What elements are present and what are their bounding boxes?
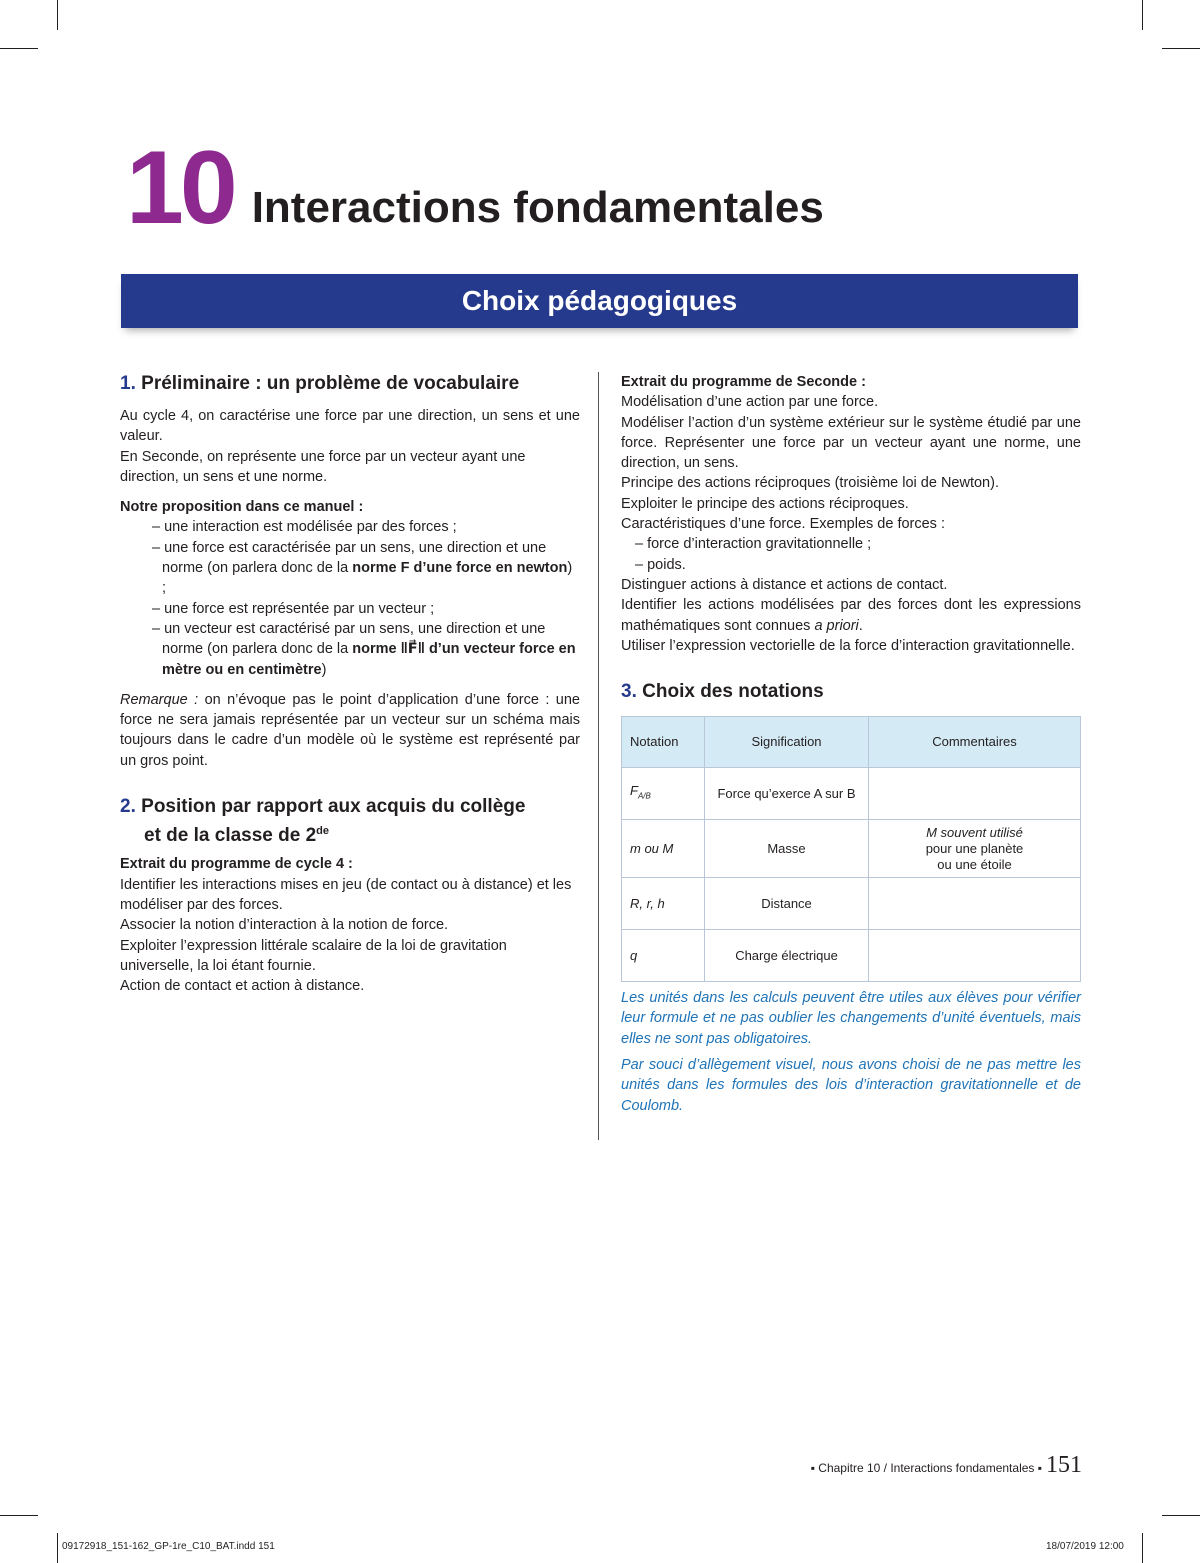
meaning-cell: Force qu’exerce A sur B (705, 768, 869, 820)
list-item: – force d’interaction gravitationnelle ; (635, 536, 872, 553)
column-header: Signification (705, 717, 869, 768)
table-row (622, 768, 1081, 820)
list-item: – une interaction est modélisée par des forces ; (152, 519, 457, 536)
remark (120, 690, 580, 771)
column-header: Notation (622, 717, 705, 768)
seconde-line: Caractéristiques d’une force. Exemples de forces : (621, 516, 945, 533)
seconde-line: Utiliser l’expression vectorielle de la force d’interaction gravitationnelle. (621, 637, 1075, 654)
print-slug-file: 09172918_151-162_GP-1re_C10_BAT.indd 151 (62, 1541, 275, 1552)
notation-cell: m ou M (622, 820, 705, 878)
section3-number: 3. (621, 681, 637, 703)
crop-mark (57, 1533, 58, 1563)
table-row (622, 878, 1081, 930)
right-column (621, 372, 1081, 1116)
notation-cell: q (622, 930, 705, 982)
comment-cell (869, 768, 1081, 820)
force-examples-list (621, 534, 1081, 575)
section2-number: 2. (120, 796, 136, 818)
units-note: Les unités dans les calculs peuvent être utiles aux élèves pour vérifier leur formule et ne pas oublier les changements d’unité éventuels, mais elles ne sont pas obligatoires. (621, 990, 1081, 1047)
table-row (622, 820, 1081, 878)
list-item: – une force est caractérisée par un sens, une direction et une norme (on parlera donc de la norme F d’une force en newton) ; (152, 539, 573, 597)
list-item: – un vecteur est caractérisé par un sens, une direction et une norme (on parlera donc de la norme ‖F⃗‖ d’un vecteur force en mètre ou en centimètre) (152, 620, 576, 678)
notation-cell: R, r, h (622, 878, 705, 930)
proposal-list (120, 517, 580, 679)
crop-mark (1142, 1533, 1143, 1563)
chapter-number: 10 (126, 130, 234, 246)
table-row (622, 930, 1081, 982)
notation-table (621, 716, 1081, 982)
section3-heading (621, 680, 1081, 704)
meaning-cell: Masse (705, 820, 869, 878)
column-header: Commentaires (869, 717, 1081, 768)
section1-intro2: En Seconde, on représente une force par un vecteur ayant une direction, un sens et une norme. (120, 448, 526, 485)
remark-text: on n’évoque pas le point d’application d’une force : une force ne sera jamais représentée par un vecteur sur un schéma mais toujours dans le cadre d’un modèle où le système est représenté par un gros point. (120, 691, 580, 769)
comment-cell (869, 878, 1081, 930)
seconde-extract-title: Extrait du programme de Seconde : (621, 374, 866, 390)
cycle4-line: Identifier les interactions mises en jeu (de contact ou à distance) et les modéliser par des forces. (120, 876, 572, 913)
crop-mark (57, 0, 58, 30)
section3-title: Choix des notations (642, 681, 824, 703)
cycle4-line: Exploiter l’expression littérale scalaire de la loi de gravitation universelle, la loi étant fournie. (120, 937, 507, 974)
crop-mark (1162, 1515, 1200, 1516)
column-divider (598, 372, 599, 1140)
cycle4-line: Action de contact et action à distance. (120, 978, 365, 995)
remark-label: Remarque : (120, 691, 199, 708)
page-footer (811, 1452, 1082, 1479)
section2-title-line2: et de la classe de 2 (144, 825, 317, 847)
cycle4-line: Associer la notion d’interaction à la notion de force. (120, 917, 449, 934)
seconde-line: Exploiter le principe des actions réciproques. (621, 495, 909, 512)
meaning-cell: Charge électrique (705, 930, 869, 982)
comment-cell (869, 930, 1081, 982)
footer-label: ▪ Chapitre 10 / Interactions fondamentales ▪ (810, 1461, 1042, 1475)
table-header-row (622, 717, 1081, 768)
section1-number: 1. (120, 373, 136, 394)
seconde-line: Principe des actions réciproques (troisième loi de Newton). (621, 475, 999, 492)
chapter-heading (126, 130, 824, 246)
crop-mark (0, 1515, 38, 1516)
section1-intro1: Au cycle 4, on caractérise une force par une direction, un sens et une valeur. (120, 408, 580, 445)
crop-mark (0, 48, 38, 49)
meaning-cell: Distance (705, 878, 869, 930)
seconde-line: Modéliser l’action d’un système extérieur sur le système étudié par une force. Représenter une force par un vecteur ayant une norme, une direction, un sens. (621, 414, 1081, 472)
norm-vector-term: norme ‖F⃗‖ d’un vecteur force en mètre ou en centimètre (162, 641, 576, 678)
chapter-title: Interactions fondamentales (251, 183, 824, 232)
page-number: 151 (1046, 1452, 1082, 1478)
left-column (120, 372, 580, 996)
comment-cell: M souvent utilisé pour une planète ou une étoile (869, 820, 1081, 878)
seconde-line: Modélisation d’une action par une force. (621, 394, 879, 411)
section2-heading (120, 795, 580, 848)
seconde-line: Distinguer actions à distance et actions de contact. (621, 576, 948, 593)
cycle4-extract-title: Extrait du programme de cycle 4 : (120, 856, 353, 873)
seconde-line: Identifier les actions modélisées par des forces dont les expressions mathématiques sont connues a priori. (621, 597, 1081, 634)
a-priori-term: a priori (814, 617, 859, 634)
notation-cell: $F_{A/B}$ (622, 768, 705, 820)
banner-title: Choix pédagogiques (461, 285, 738, 316)
section2-title-line1: Position par rapport aux acquis du collège (141, 796, 526, 818)
crop-mark (1162, 48, 1200, 49)
section-banner (121, 274, 1078, 328)
section2-title-sup: de (316, 825, 330, 838)
notation-note: Par souci d’allègement visuel, nous avons choisi de ne pas mettre les unités dans les formules des lois d’interaction gravitationnelle et de Coulomb. (621, 1057, 1081, 1114)
crop-mark (1142, 0, 1143, 30)
print-slug-date: 18/07/2019 12:00 (1046, 1541, 1124, 1552)
proposal-title: Notre proposition dans ce manuel : (120, 499, 364, 516)
section1-title: Préliminaire : un problème de vocabulaire (141, 373, 520, 394)
norm-force-term: norme F d’une force en newton (352, 560, 568, 577)
list-item: – poids. (635, 556, 686, 573)
section1-heading (120, 372, 580, 396)
list-item: – une force est représentée par un vecteur ; (152, 600, 435, 617)
